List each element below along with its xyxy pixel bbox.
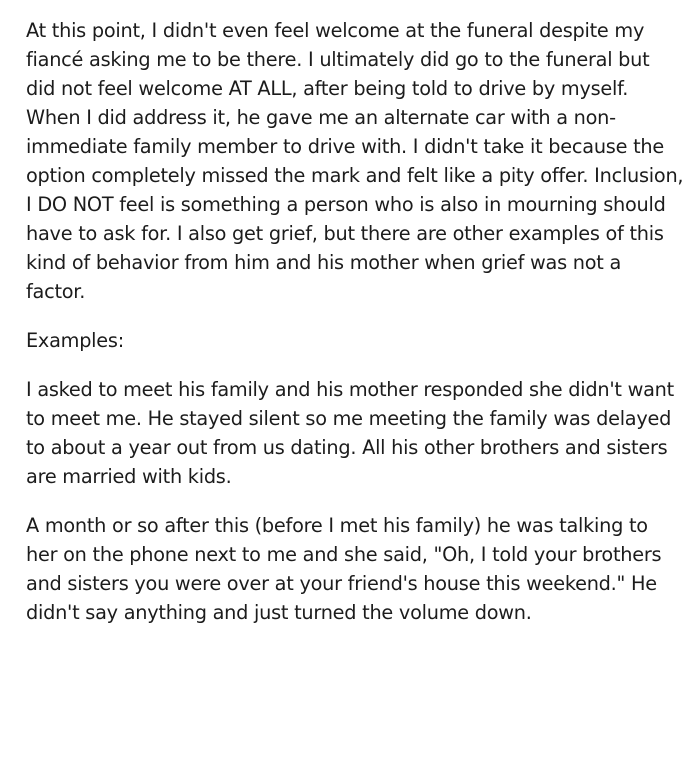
paragraph-meet-family: I asked to meet his family and his mother responded she didn't want to meet me. He stayed silent so me meeting the family was delayed to about a year out from us dating. All his other brothers and sisters are married with kids. [26,378,674,488]
paragraph-examples-heading: Examples: [26,329,124,352]
paragraph-funeral: At this point, I didn't even feel welcome at the funeral despite my fiancé asking me to be there. I ultimately did go to the funeral but did not feel welcome AT ALL, after being told to drive by myself. When I did address it, he gave me an alternate car with a non-immediate family member to drive with. I didn't take it because the option completely missed the mark and felt like a pity offer. Inclusion, I DO NOT feel is something a person who is also in mourning should have to ask for. I also get grief, but there are other examples of this kind of behavior from him and his mother when grief was not a factor. [26,19,684,303]
paragraph-phone-call: A month or so after this (before I met his family) he was talking to her on the phone next to me and she said, "Oh, I told your brothers and sisters you were over at your friend's house this weekend." He didn't say anything and just turned the volume down. [26,514,662,624]
